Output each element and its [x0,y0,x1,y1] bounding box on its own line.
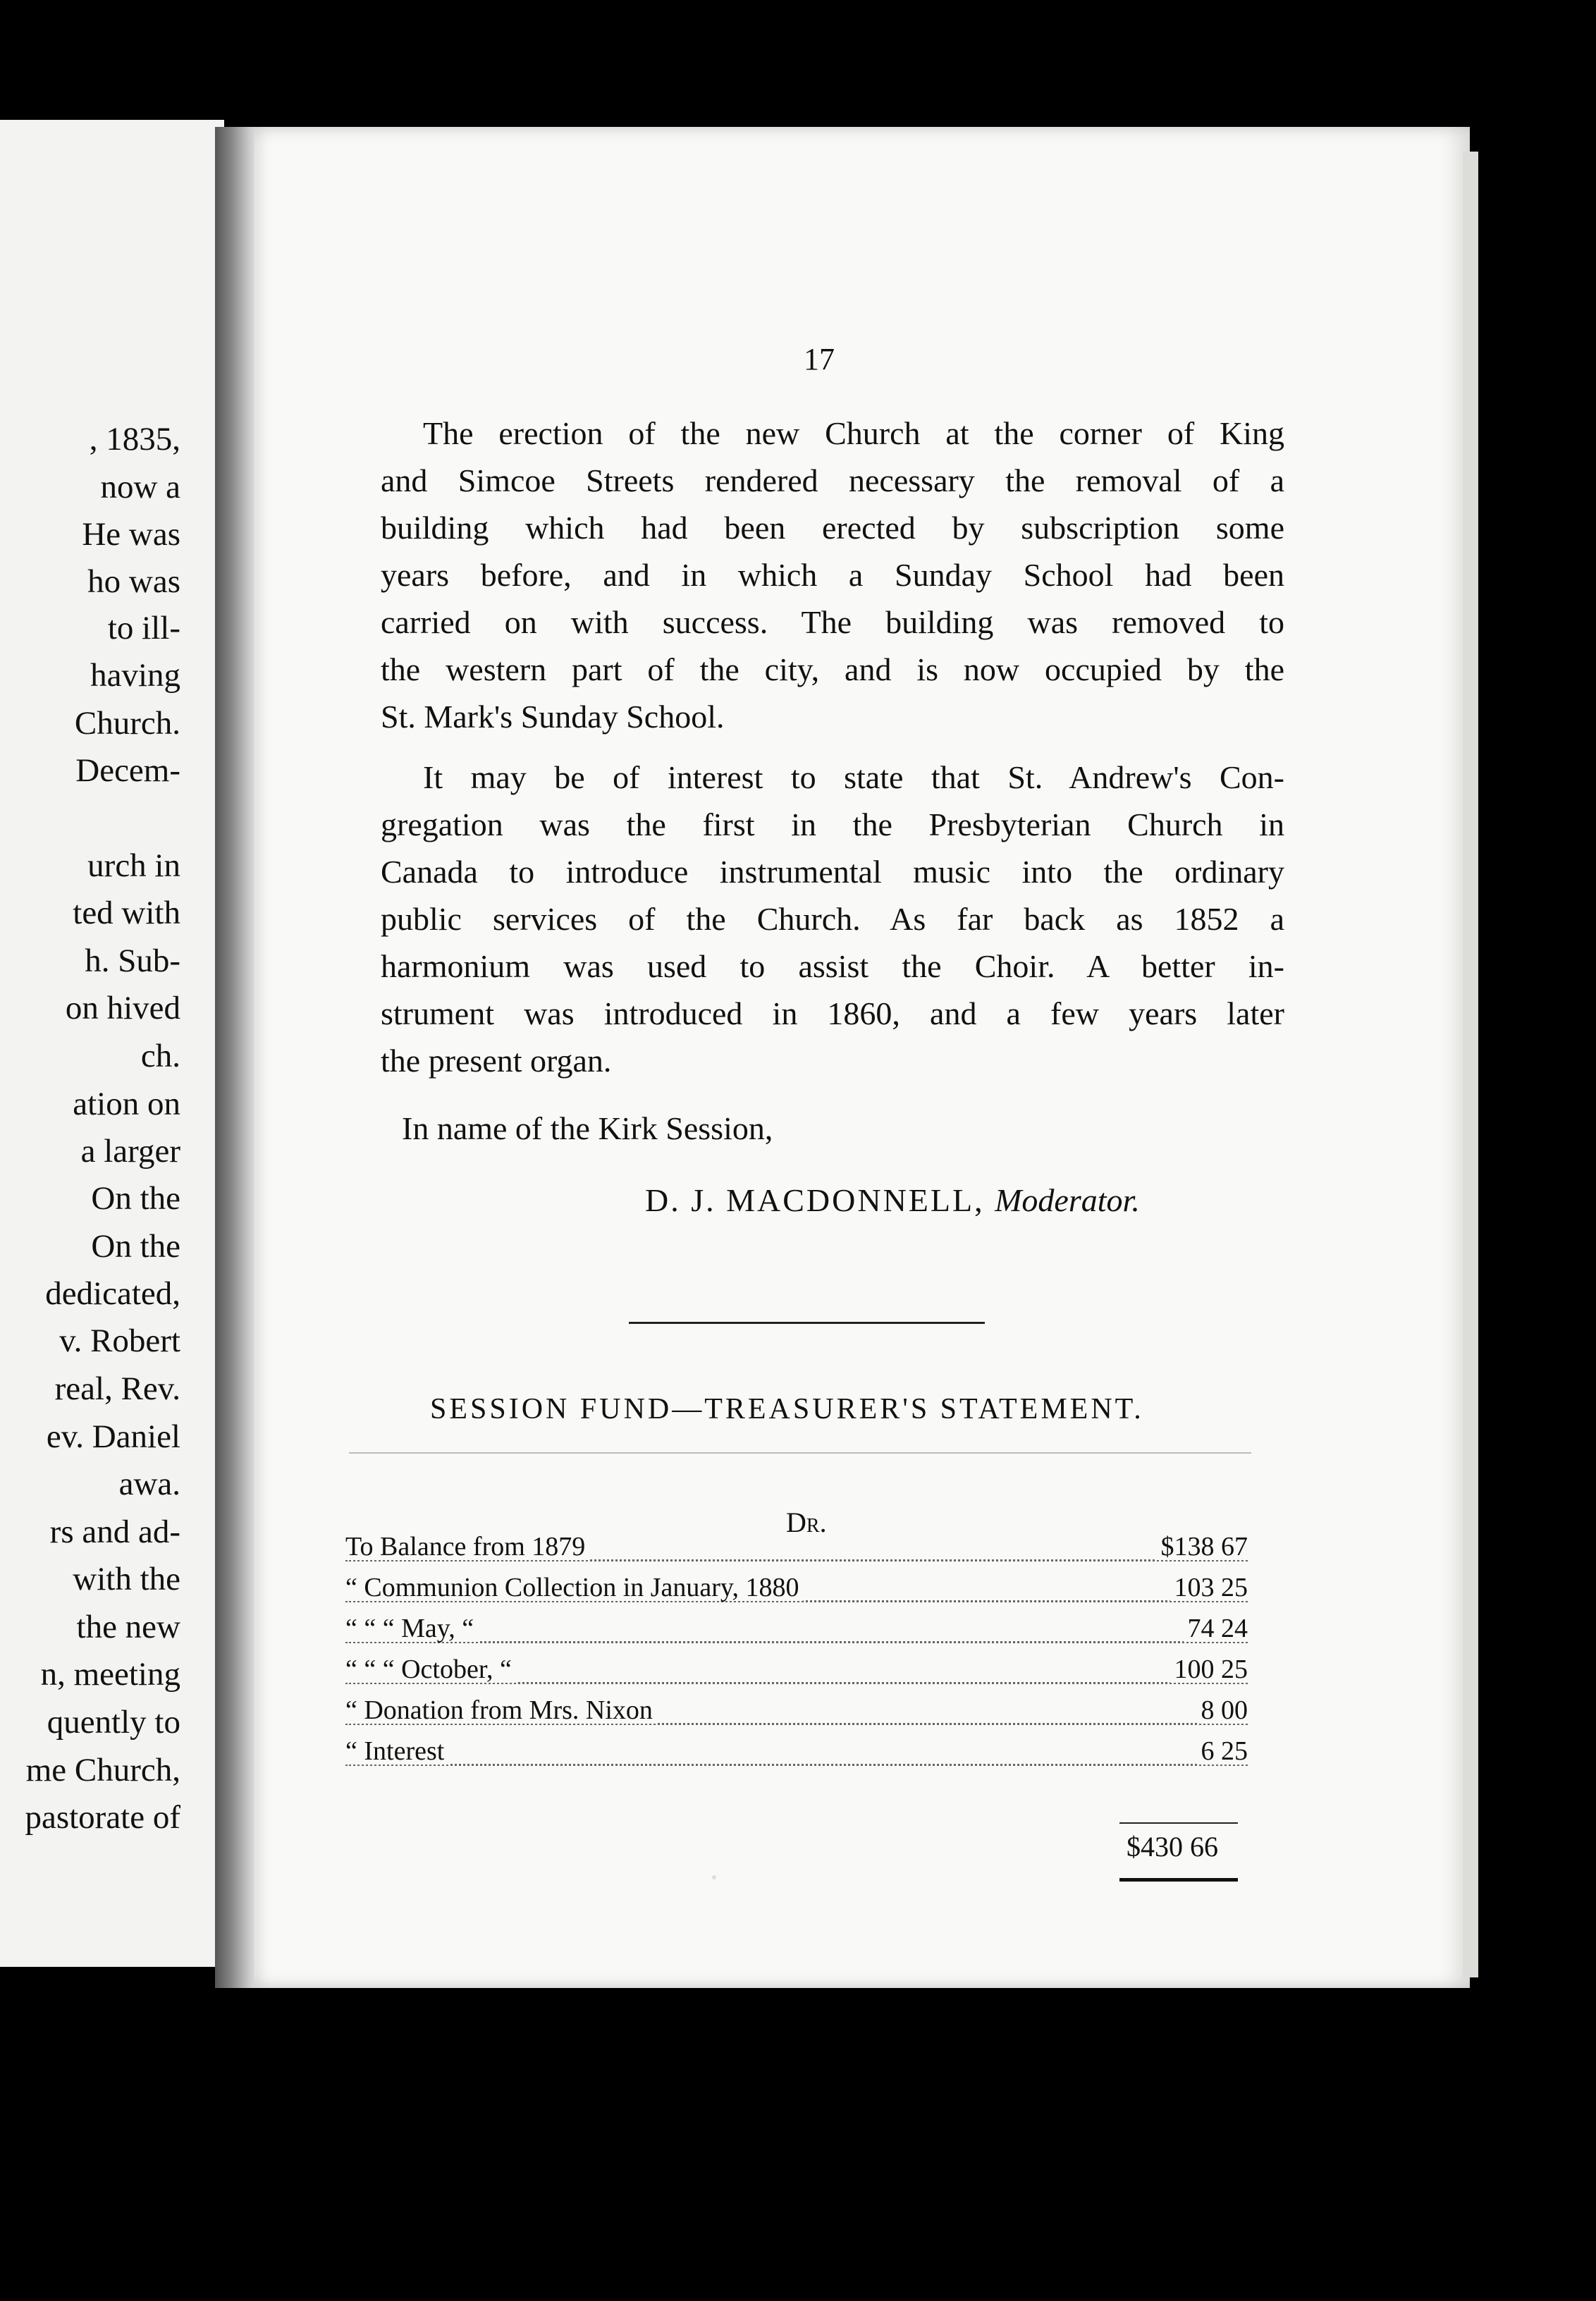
ledger-amount: 8 00 [1197,1697,1248,1724]
signature-title: Moderator. [995,1182,1140,1218]
ledger-amount: 100 25 [1170,1656,1248,1683]
debit-heading: Dr. [786,1507,827,1538]
ledger-description: “ Communion Collection in January, 1880 [345,1574,803,1601]
body-line: St. Mark's Sunday School. [381,699,725,735]
body-line: Canada to introduce instrumental music into the ordinary [381,854,1284,890]
left-page-line: ted with [73,895,180,931]
body-line: gregation was the first in the Presbyterian Church in [381,806,1284,842]
body-line: years before, and in which a Sunday School had been [381,557,1284,593]
ledger-amount: 103 25 [1170,1574,1248,1601]
left-page-line: He was [82,516,180,553]
section-divider [629,1322,985,1324]
left-page-line: On the [91,1180,180,1217]
ledger-description: “ Interest [345,1738,448,1765]
left-page-line: , 1835, [89,421,180,458]
left-page-line: a larger [80,1133,180,1170]
left-page-line: to ill- [107,610,180,646]
left-page-line: dedicated, [45,1275,180,1312]
left-page-line: the new [76,1609,180,1645]
left-page-line: awa. [118,1466,180,1502]
ledger-amount: $138 67 [1157,1533,1248,1560]
left-page-line: rs and ad- [49,1514,180,1550]
ledger-row [345,1697,1248,1732]
left-page-line: ch. [140,1038,180,1074]
body-line: the present organ. [381,1043,612,1079]
page-edge [1463,152,1478,1977]
leader-dots [345,1764,1248,1766]
closing-line: In name of the Kirk Session, [402,1110,773,1146]
left-page [0,120,224,1967]
left-page-line: Church. [74,705,180,742]
ledger-row [345,1533,1248,1569]
left-page-line: On the [91,1228,180,1265]
body-line: the western part of the city, and is now occupied by the [381,651,1284,687]
body-line: It may be of interest to state that St. Andrew's Con- [423,759,1284,795]
left-page-line: on hived [65,990,180,1026]
ledger-amount: 74 24 [1184,1615,1248,1642]
left-page-line: n, meeting [40,1656,180,1693]
body-line: harmonium was used to assist the Choir. A better in- [381,948,1284,984]
ledger-description: “ “ “ October, “ [345,1656,516,1683]
ledger-row [345,1656,1248,1691]
left-page-line: with the [73,1561,180,1597]
title-rule [349,1452,1251,1454]
ledger-row [345,1615,1248,1650]
left-page-line: urch in [87,847,180,884]
ledger-row [345,1738,1248,1773]
ledger-description: “ Donation from Mrs. Nixon [345,1697,657,1724]
left-page-line: real, Rev. [54,1370,180,1407]
left-page-line: v. Robert [59,1323,180,1359]
left-page-line: Decem- [75,752,180,789]
body-line: and Simcoe Streets rendered necessary the removal of a [381,462,1284,498]
left-page-line: h. Sub- [85,943,180,979]
body-line: public services of the Church. As far back as 1852 a [381,901,1284,937]
total-rule-top [1119,1822,1238,1824]
body-line: building which had been erected by subscription some [381,510,1284,546]
left-page-line: pastorate of [25,1799,180,1836]
left-page-line: quently to [47,1704,180,1741]
left-page-line: ation on [73,1086,180,1122]
statement-title: SESSION FUND—TREASURER'S STATEMENT. [430,1393,1144,1425]
ledger-description: To Balance from 1879 [345,1533,589,1560]
total-rule-bottom [1119,1878,1238,1882]
leader-dots [345,1641,1248,1643]
body-line: strument was introduced in 1860, and a few years later [381,995,1284,1031]
left-page-line: ev. Daniel [46,1418,180,1455]
left-page-line: ho was [87,563,180,600]
signature [645,1184,1140,1217]
ledger-description: “ “ “ May, “ [345,1615,478,1642]
left-page-line: me Church, [25,1752,180,1788]
left-page-line: now a [100,469,180,505]
body-line: carried on with success. The building was removed to [381,604,1284,640]
body-line: The erection of the new Church at the corner of King [423,415,1284,451]
page-number: 17 [804,342,835,376]
ledger-row [345,1574,1248,1609]
left-page-line: having [90,657,180,694]
ledger-total: $430 66 [1127,1831,1218,1863]
dust-speck [712,1875,716,1879]
ledger-amount: 6 25 [1197,1738,1248,1765]
signature-name: D. J. MACDONNELL, [645,1182,985,1218]
